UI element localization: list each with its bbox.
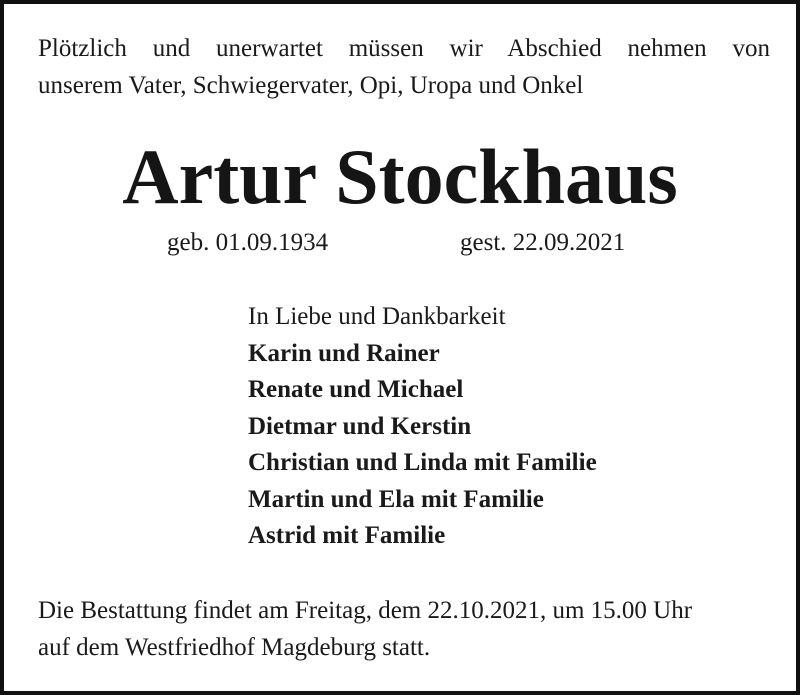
funeral-line-2: auf dem Westfriedhof Magdeburg statt. <box>38 634 431 661</box>
mourner-name: Astrid mit Familie <box>248 522 446 549</box>
mourner-name: Karin und Rainer <box>248 339 440 367</box>
funeral-line-1: Die Bestattung findet am Freitag, dem 22.10.2021, um 15.00 Uhr <box>38 597 693 624</box>
mourner-name: Renate und Michael <box>248 376 464 403</box>
funeral-info <box>38 592 770 666</box>
intro-line-2: unserem Vater, Schwiegervater, Opi, Uropa und Onkel <box>38 72 584 99</box>
death-date: gest. 22.09.2021 <box>460 229 626 256</box>
intro-text <box>38 30 770 104</box>
intro-line-1: Plötzlich und unerwartet müssen wir Abschied nehmen von <box>38 35 770 62</box>
mourner-name: Martin und Ela mit Familie <box>248 485 544 513</box>
mourner-name: Christian und Linda mit Familie <box>248 449 597 476</box>
deceased-name: Artur Stockhaus <box>122 133 678 220</box>
mourner-name: Dietmar und Kerstin <box>248 412 472 440</box>
mourners-heading: In Liebe und Dankbarkeit <box>248 303 506 330</box>
mourners-list <box>248 299 597 555</box>
birth-date: geb. 01.09.1934 <box>167 229 329 256</box>
